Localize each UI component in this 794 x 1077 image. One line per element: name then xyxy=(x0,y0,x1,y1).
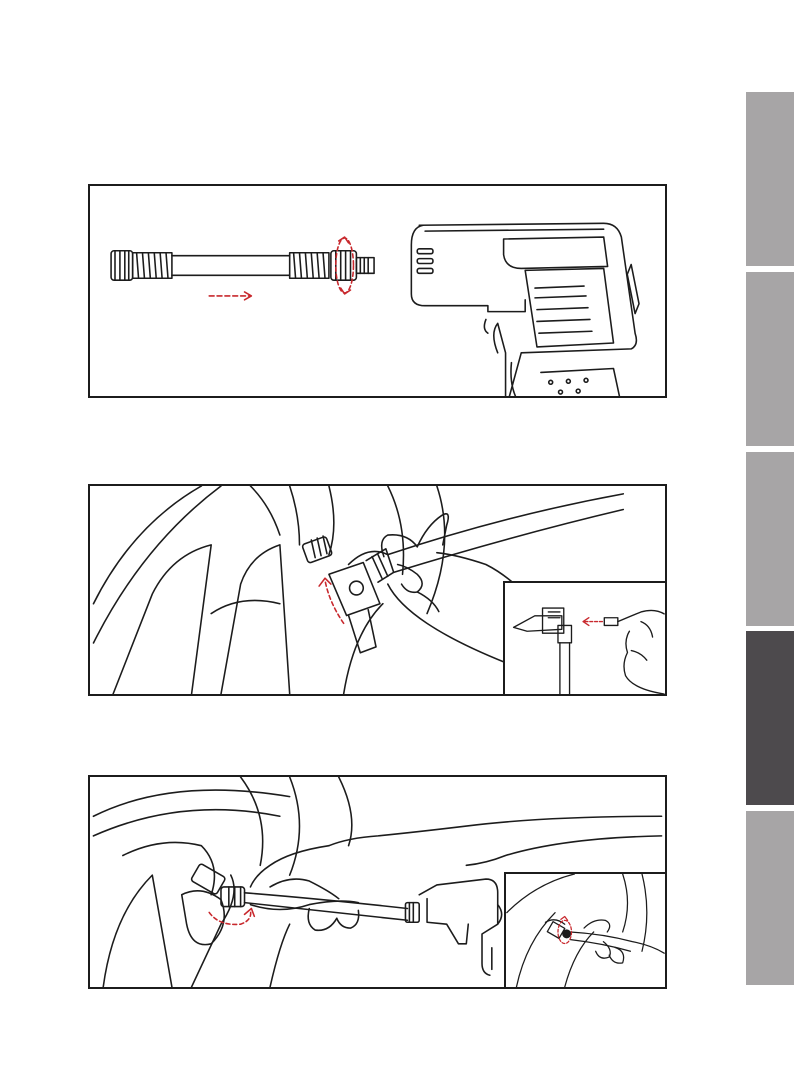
figure-inflate xyxy=(88,775,667,989)
hose-and-compressor-illustration xyxy=(90,186,665,396)
figure-valve-connect xyxy=(88,484,667,696)
side-tab-3[interactable] xyxy=(746,452,794,626)
valve-connection-closeup-illustration xyxy=(506,874,665,987)
chuck-and-valve-detail-illustration xyxy=(505,583,665,694)
figure-hose-attach xyxy=(88,184,667,398)
side-tab-1[interactable] xyxy=(746,92,794,266)
side-tab-4-active[interactable] xyxy=(746,631,794,805)
side-tab-2[interactable] xyxy=(746,272,794,446)
side-tab-5[interactable] xyxy=(746,811,794,985)
valve-connect-detail-inset xyxy=(503,581,667,696)
inflate-detail-inset xyxy=(504,872,667,989)
